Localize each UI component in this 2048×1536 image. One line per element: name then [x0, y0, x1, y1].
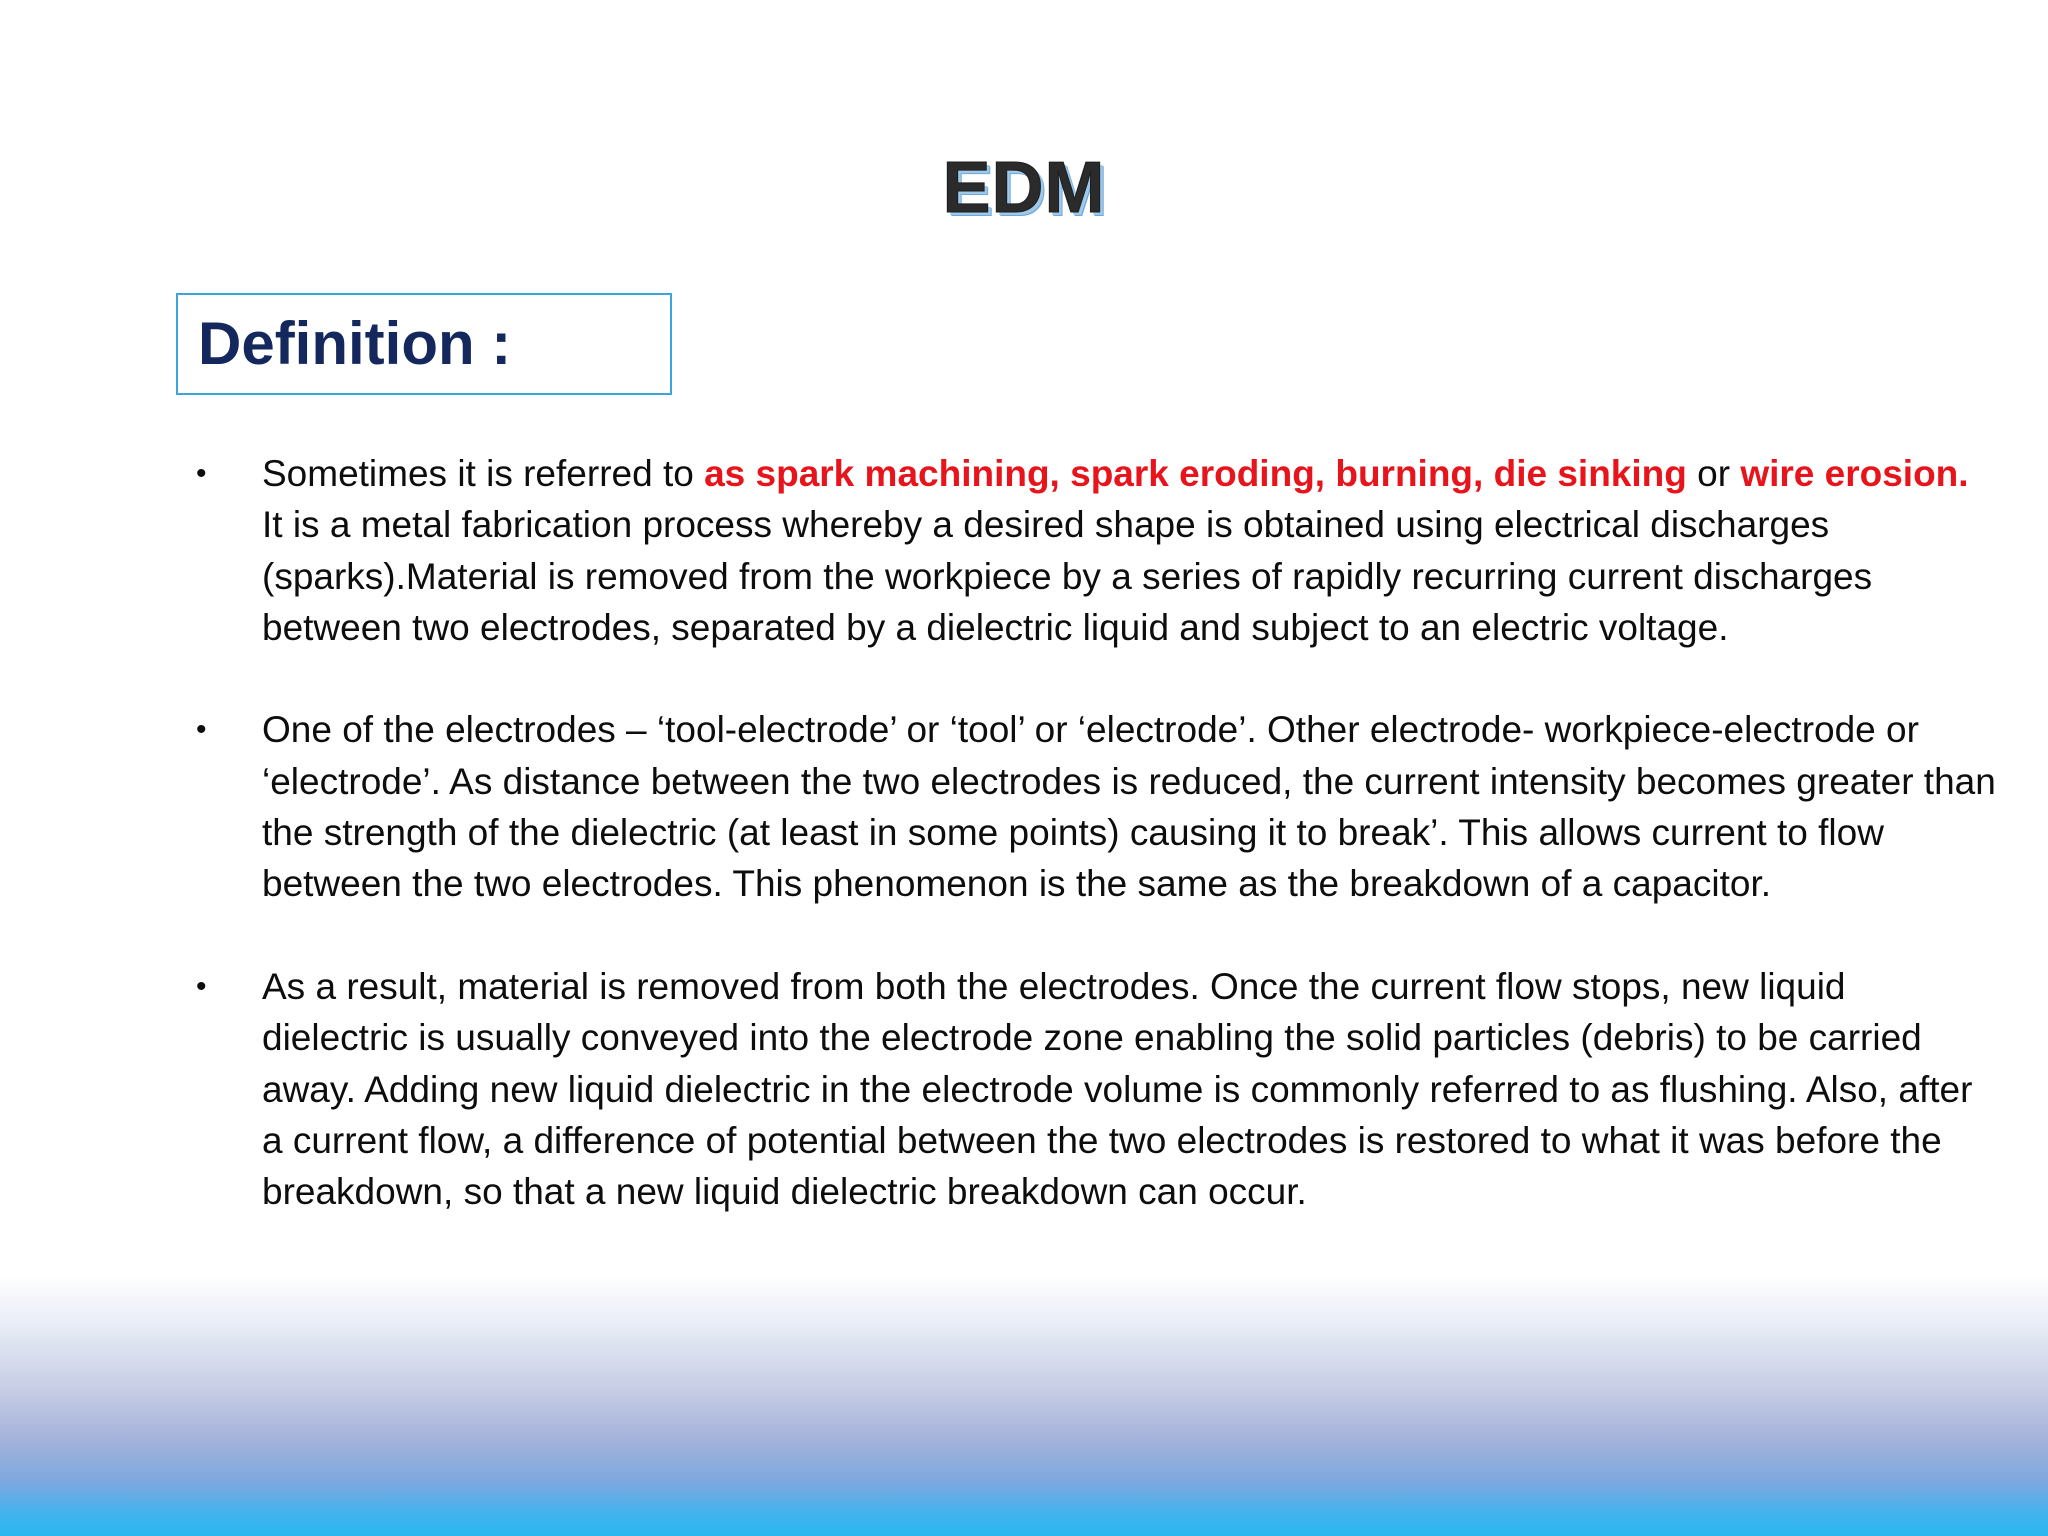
bullet-icon: • [196, 457, 207, 490]
slide-title: EDM [942, 148, 1106, 228]
bullet-icon: • [196, 713, 207, 747]
bullet-list [196, 448, 1996, 1269]
bullet-1-rest: It is a metal fabrication process whereby a desired shape is obtained using electrical discharges (sparks).Material is removed from the workpiece by a series of rapidly recurring current discharges between two electrodes, separated by a dielectric liquid and subject to an electric voltage. [262, 504, 1873, 648]
bullet-1-highlight-wire-erosion: wire erosion. [1740, 453, 1969, 494]
bottom-gradient-band [0, 1276, 2048, 1536]
bullet-3-text: As a result, material is removed from both the electrodes. Once the current flow stops, new liquid dielectric is usually conveyed into the electrode zone enabling the solid particles (debris) to be carried away. Adding new liquid dielectric in the electrode volume is commonly referred to as flushing. Also, after a current flow, a difference of potential between the two electrodes is restored to what it was before the breakdown, so that a new liquid dielectric breakdown can occur. [262, 965, 1973, 1213]
bullet-item [196, 961, 1996, 1217]
bullet-1-connector: or [1686, 453, 1741, 494]
bullet-1-prefix: Sometimes it is referred to [262, 453, 705, 494]
bullet-1-highlight-terms: as spark machining, spark eroding, burning, die sinking [704, 453, 1687, 494]
definition-label: Definition : [198, 310, 512, 377]
definition-box [176, 293, 672, 395]
bullet-2-text: One of the electrodes – ‘tool-electrode’ or ‘tool’ or ‘electrode’. Other electrode- workpiece-electrode or ‘electrode’. As distance between the two electrodes is reduced, the current intensity becomes greater than the strength of the dielectric (at least in some points) causing it to break’. This allows current to flow between the two electrodes. This phenomenon is the same as the breakdown of a capacitor. [262, 709, 1996, 905]
bullet-item [196, 704, 1996, 909]
bullet-item [196, 448, 1996, 653]
bullet-icon: • [196, 969, 207, 1003]
